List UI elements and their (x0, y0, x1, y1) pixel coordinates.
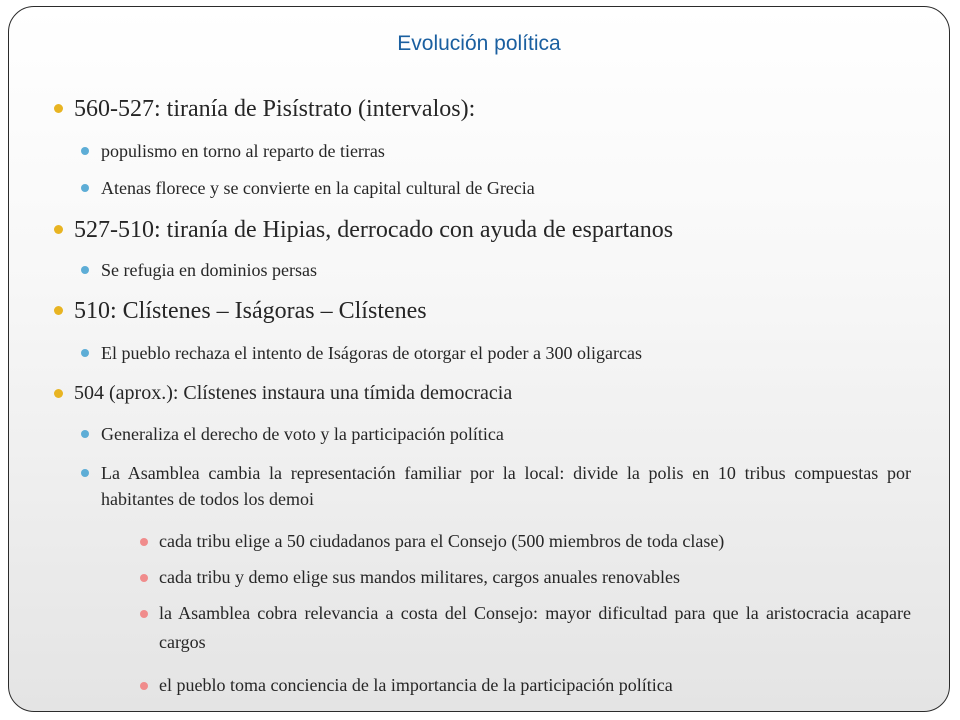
bullet-text: la Asamblea cobra relevancia a costa del Consejo: mayor dificultad para que la aristocracia acapare cargos (159, 603, 911, 652)
bullet-icon (81, 184, 89, 192)
bullet-level2-item (101, 340, 911, 366)
bullet-icon (140, 610, 148, 618)
bullet-text: 527-510: tiranía de Hipias, derrocado con ayuda de espartanos (74, 217, 674, 243)
bullet-level3-item (159, 671, 911, 700)
slide-title: Evolución política (397, 32, 561, 55)
bullet-text: 560-527: tiranía de Pisístrato (intervalos): (74, 96, 476, 122)
bullet-level3-item (159, 527, 911, 556)
bullet-level1-item (74, 380, 914, 406)
slide (8, 6, 950, 712)
bullet-icon (140, 682, 148, 690)
bullet-text: populismo en torno al reparto de tierras (101, 141, 385, 161)
bullet-icon (81, 430, 89, 438)
bullet-text: 504 (aprox.): Clístenes instaura una tímida democracia (74, 382, 513, 404)
bullet-icon (81, 469, 89, 477)
bullet-icon (54, 225, 63, 234)
bullet-text: Atenas florece y se convierte en la capital cultural de Grecia (101, 178, 535, 198)
bullet-level1-item (74, 296, 914, 326)
bullet-icon (54, 306, 63, 315)
bullet-level1-item (74, 215, 914, 245)
bullet-text: el pueblo toma conciencia de la importancia de la participación política (159, 675, 673, 695)
bullet-level2-item (101, 421, 911, 447)
bullet-level3-item (159, 563, 911, 592)
bullet-level2-item (101, 460, 911, 512)
bullet-text: La Asamblea cambia la representación familiar por la local: divide la polis en 10 tribus compuestas por habitantes de todos los demoi (101, 463, 911, 509)
bullet-text: cada tribu elige a 50 ciudadanos para el Consejo (500 miembros de toda clase) (159, 531, 725, 551)
bullet-text: Generaliza el derecho de voto y la participación política (101, 424, 504, 444)
bullet-level2-item (101, 175, 911, 201)
bullet-icon (81, 349, 89, 357)
bullet-icon (54, 104, 63, 113)
bullet-text: cada tribu y demo elige sus mandos militares, cargos anuales renovables (159, 567, 681, 587)
bullet-text: Se refugia en dominios persas (101, 260, 317, 280)
bullet-icon (54, 389, 63, 398)
bullet-level2-item (101, 138, 911, 164)
bullet-level1-item (74, 94, 914, 124)
bullet-level3-item (159, 599, 911, 657)
bullet-icon (81, 266, 89, 274)
bullet-text: El pueblo rechaza el intento de Iságoras de otorgar el poder a 300 oligarcas (101, 343, 642, 363)
bullet-icon (81, 147, 89, 155)
bullet-icon (140, 538, 148, 546)
bullet-text: 510: Clístenes – Iságoras – Clístenes (74, 298, 427, 324)
bullet-icon (140, 574, 148, 582)
bullet-level2-item (101, 257, 911, 283)
